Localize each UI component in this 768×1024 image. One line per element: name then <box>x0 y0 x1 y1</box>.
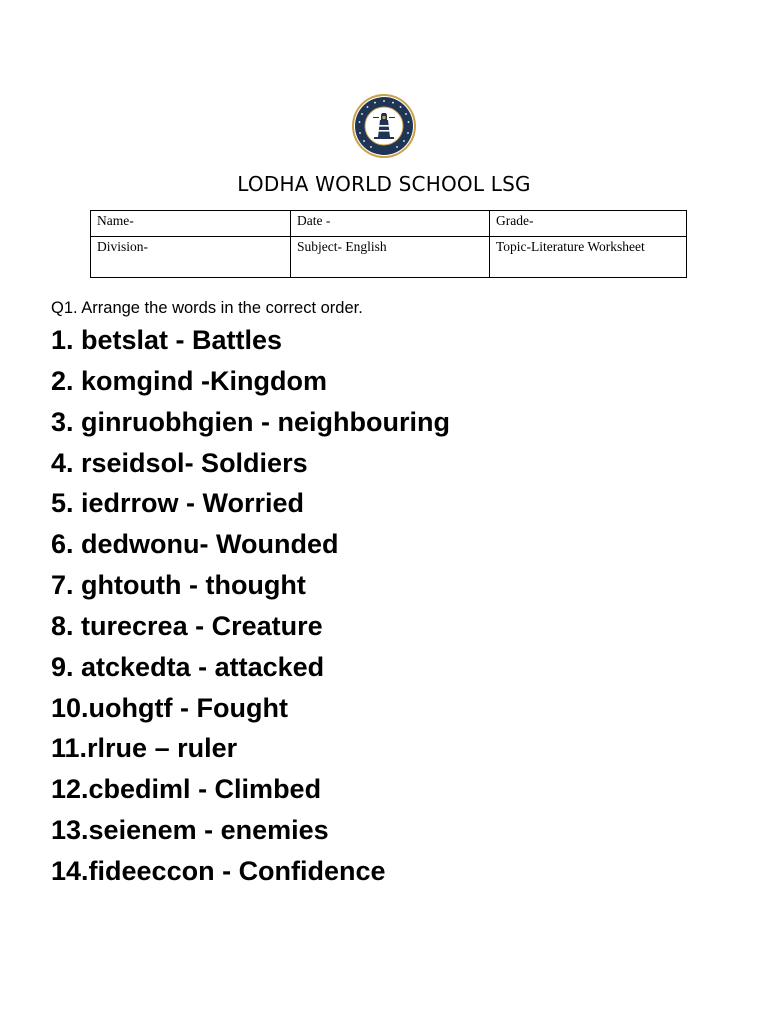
list-item: 9. atckedta - attacked <box>51 651 325 682</box>
name-cell: Name- <box>91 211 291 237</box>
list-item: 8. turecrea - Creature <box>51 610 323 641</box>
answer-list <box>51 320 450 892</box>
list-item: 6. dedwonu- Wounded <box>51 529 339 560</box>
division-cell: Division- <box>91 237 291 278</box>
question-heading: Q1. Arrange the words in the correct order. <box>51 299 363 317</box>
list-item: 5. iedrrow - Worried <box>51 488 305 519</box>
list-item: 12.cbediml - Climbed <box>51 774 322 805</box>
list-item: 11.rlrue – ruler <box>51 733 238 764</box>
grade-cell: Grade- <box>490 211 687 237</box>
list-item: 4. rseidsol- Soldiers <box>51 447 308 478</box>
date-cell: Date - <box>291 211 490 237</box>
list-item: 1. betslat - Battles <box>51 325 283 355</box>
student-info-table <box>90 210 687 278</box>
table-row <box>91 211 687 237</box>
school-name-heading: LODHA WORLD SCHOOL LSG <box>237 172 531 196</box>
list-item: 10.uohgtf - Fought <box>51 692 288 723</box>
school-logo-icon <box>351 93 417 159</box>
table-row <box>91 237 687 278</box>
topic-cell: Topic-Literature Worksheet <box>490 237 687 278</box>
list-item: 13.seienem - enemies <box>51 815 329 846</box>
list-item: 14.fideeccon - Confidence <box>51 855 386 886</box>
list-item: 3. ginruobhgien - neighbouring <box>51 406 450 437</box>
list-item: 7. ghtouth - thought <box>51 570 306 601</box>
subject-cell: Subject- English <box>291 237 490 278</box>
list-item: 2. komgind -Kingdom <box>51 365 327 396</box>
